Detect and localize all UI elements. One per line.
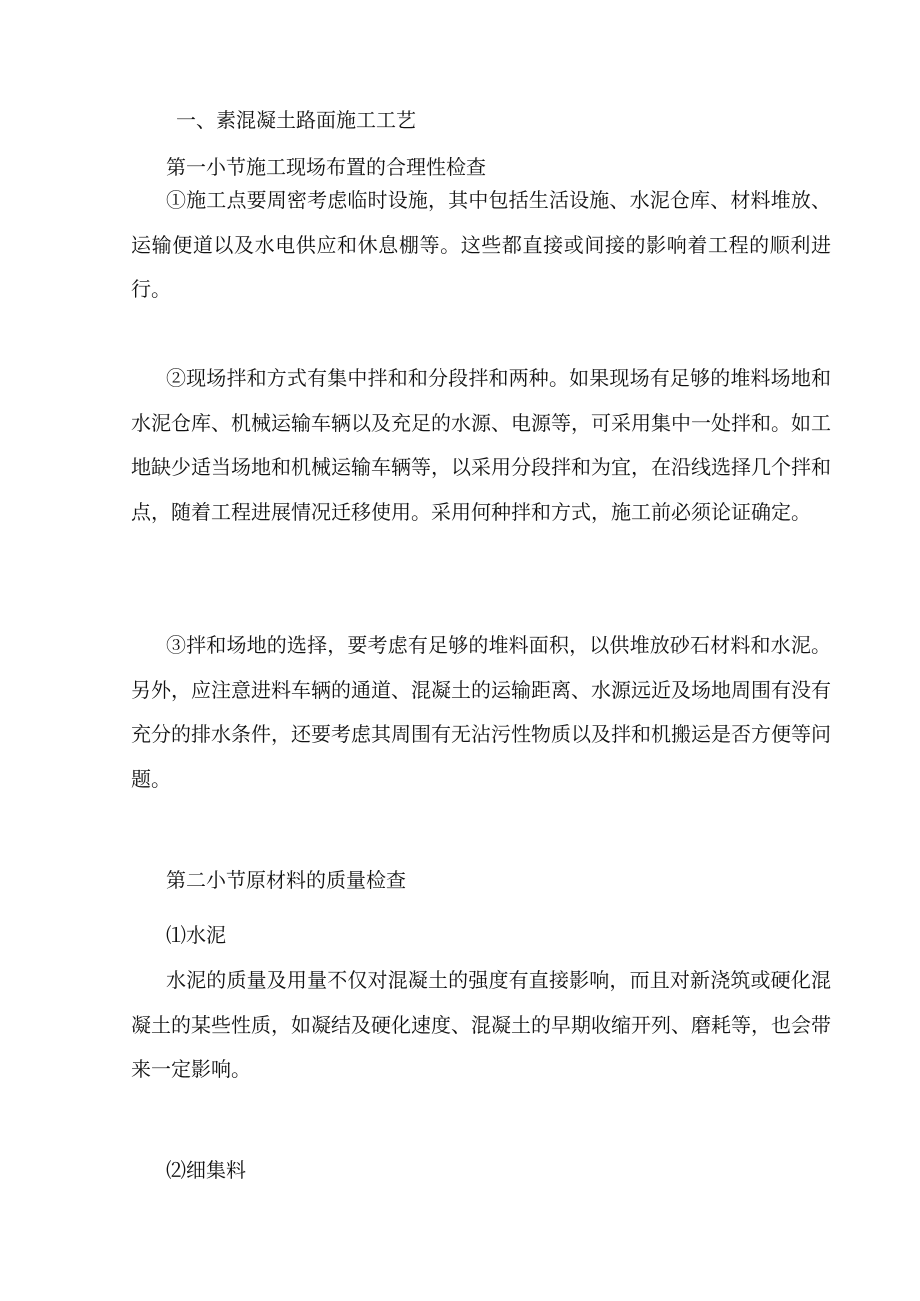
section-2-title: 第二小节原材料的质量检查 (166, 868, 406, 892)
paragraph-3: ③拌和场地的选择，要考虑有足够的堆料面积，以供堆放砂石材料和水泥。另外，应注意进料车辆的通道、混凝土的运输距离、水源远近及场地周围有没有充分的排水条件，还要考虑其周围有无沾污性物质以及拌和机搬运是否方便等问题。 (131, 633, 831, 791)
section-1-title: 第一小节施工现场布置的合理性检查 (166, 155, 486, 179)
document-heading: 一、素混凝土路面施工工艺 (176, 108, 416, 132)
paragraph-4: 水泥的质量及用量不仅对混凝土的强度有直接影响，而且对新浇筑或硬化混凝土的某些性质，如凝结及硬化速度、混凝土的早期收缩开列、磨耗等，也会带来一定影响。 (131, 968, 831, 1081)
item-2-title: ⑵细集料 (166, 1158, 246, 1182)
paragraph-2: ②现场拌和方式有集中拌和和分段拌和两种。如果现场有足够的堆料场地和水泥仓库、机械运输车辆以及充足的水源、电源等，可采用集中一处拌和。如工地缺少适当场地和机械运输车辆等，以采用分段拌和为宜，在沿线选择几个拌和点，随着工程进展情况迁移使用。采用何种拌和方式，施工前必须论证确定。 (131, 366, 831, 524)
paragraph-1: ①施工点要周密考虑临时设施，其中包括生活设施、水泥仓库、材料堆放、运输便道以及水电供应和休息棚等。这些都直接或间接的影响着工程的顺利进行。 (131, 188, 831, 301)
item-1-title: ⑴水泥 (166, 923, 226, 947)
